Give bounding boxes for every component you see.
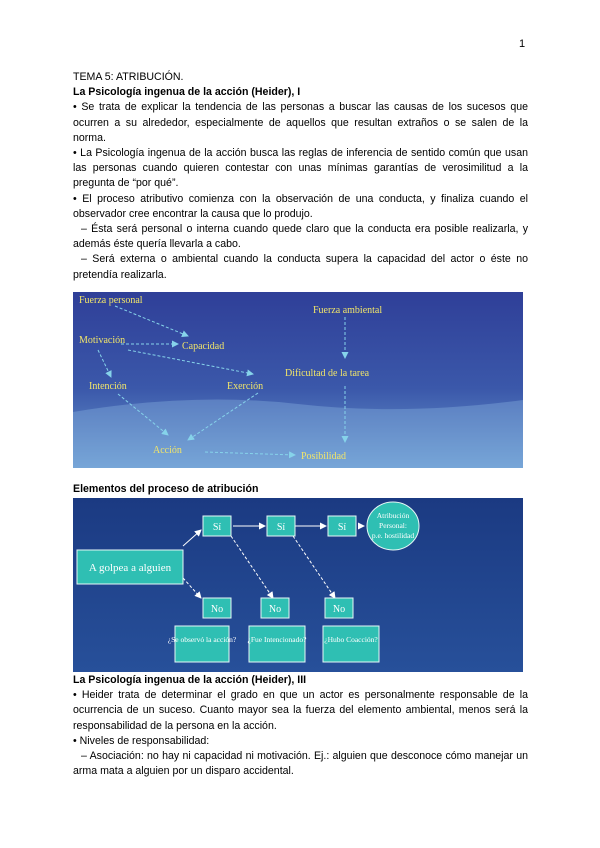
label-exercion: Exerción	[227, 381, 264, 392]
bullet-paragraph: • La Psicología ingenua de la acción busca las reglas de inferencia de sentido común que usan las personas cuando quieren contestar con unas mínimas garantías de verosimilitud a la pregunta de “por qué”.	[73, 147, 528, 190]
section-heading: Elementos del proceso de atribución	[73, 483, 259, 495]
sea-waves	[73, 400, 523, 469]
result-line: Atribución	[376, 511, 410, 520]
result-line: Personal:	[379, 521, 407, 530]
question-box	[323, 626, 379, 662]
section-elements	[73, 482, 528, 497]
heider-forces-diagram	[73, 292, 523, 468]
dash-paragraph: – Será externa o ambiental cuando la conducta supera la capacidad del actor o éste no pretendía realizarla.	[73, 253, 528, 281]
yes-label: Sí	[276, 522, 286, 533]
dash-paragraph: – Asociación: no hay ni capacidad ni motivación. Ej.: alguien que desconoce cómo manejar un arma mata a alguien por un disparo accidental.	[73, 750, 528, 778]
bullet-paragraph: • Heider trata de determinar el grado en que un actor es personalmente responsable de la ocurrencia de un suceso. Cuanto mayor sea la fuerza del elemento ambiental, menos será la responsabilidad de la persona en la acción.	[73, 689, 528, 732]
label-intencion: Intención	[89, 381, 127, 392]
bullet-paragraph: • Niveles de responsabilidad:	[73, 734, 210, 747]
question-intentional: ¿Fue Intencionado?	[247, 635, 307, 644]
topic-title: TEMA 5: ATRIBUCIÓN.	[73, 71, 184, 83]
yes-label: Sí	[212, 522, 222, 533]
question-observed: ¿Se observó la acción?	[167, 635, 237, 644]
yes-label: Sí	[337, 522, 347, 533]
label-fuerza-personal: Fuerza personal	[79, 295, 143, 306]
no-label: No	[332, 604, 346, 615]
question-box	[175, 626, 229, 662]
question-box	[249, 626, 305, 662]
label-capacidad: Capacidad	[182, 341, 225, 352]
section-heading: La Psicología ingenua de la acción (Heider), III	[73, 674, 307, 686]
label-posibilidad: Posibilidad	[301, 451, 347, 462]
section-heading: La Psicología ingenua de la acción (Heider), I	[73, 86, 301, 99]
dash-paragraph: – Ésta será personal o interna cuando quede claro que la conducta era posible realizarla, y además éste quería llevarla a cabo.	[73, 223, 528, 251]
page-number: 1	[519, 38, 526, 50]
no-label: No	[210, 604, 224, 615]
label-motivacion: Motivación	[79, 335, 126, 346]
label-accion: Acción	[153, 445, 182, 456]
attribution-process-diagram	[73, 498, 523, 672]
bullet-paragraph: • El proceso atributivo comienza con la observación de una conducta, y finaliza cuando el observador cree encontrar la causa que lo produjo.	[73, 192, 528, 220]
label-dificultad: Dificultad de la tarea	[285, 368, 370, 379]
question-coercion: ¿Hubo Coacción?	[324, 635, 378, 644]
section-intro	[73, 70, 528, 283]
start-label: A golpea a alguien	[88, 562, 172, 574]
label-fuerza-ambiental: Fuerza ambiental	[313, 305, 383, 316]
section-responsibility	[73, 673, 528, 779]
bullet-paragraph: • Se trata de explicar la tendencia de las personas a buscar las causas de los sucesos que ocurren a su alrededor, especialmente de aquellos que resultan extraños o se salen de la norma.	[73, 101, 528, 144]
result-line: p.e. hostilidad	[371, 531, 415, 540]
no-label: No	[268, 604, 282, 615]
